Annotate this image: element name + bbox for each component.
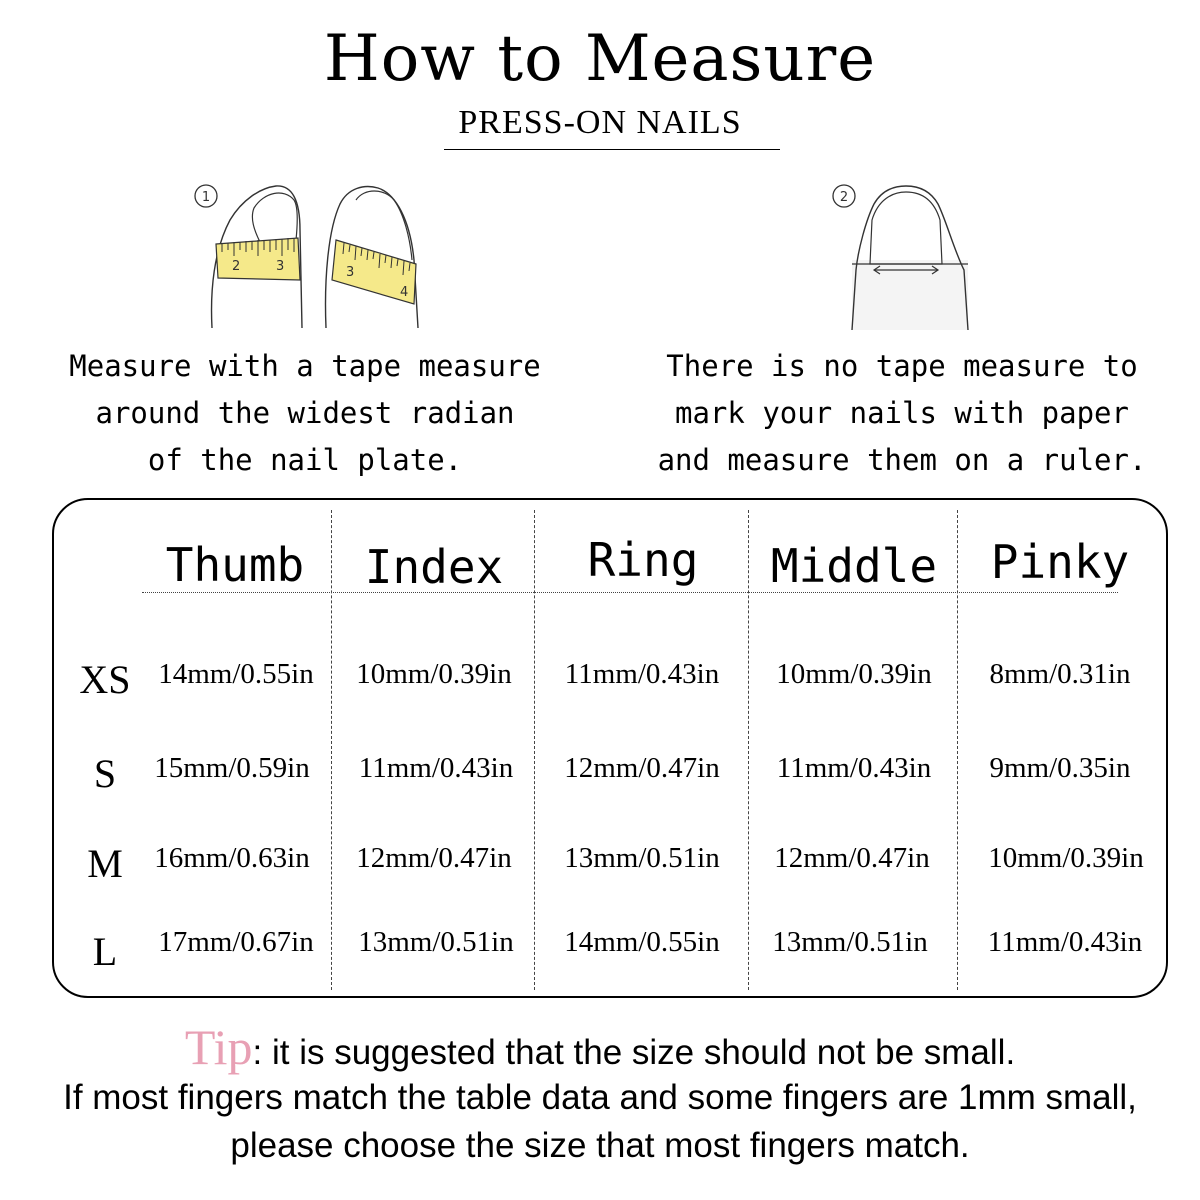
tip-line-2: If most fingers match the table data and some fingers are 1mm small, [63,1078,1137,1117]
step-2-number: 2 [839,190,849,205]
tip-line-3: please choose the size that most fingers match. [230,1126,970,1165]
step-2-number-badge [833,185,855,207]
table-cell: 13mm/0.51in [772,926,928,958]
tape-measure-finger-icon [188,180,448,340]
tip-text-1: : it is suggested that the size should not be small. [252,1033,1016,1072]
table-cell: 12mm/0.47in [774,842,930,874]
table-cell: 13mm/0.51in [358,926,514,958]
step-2-illustration [826,180,986,340]
row-label-m: M [87,841,123,886]
table-cell: 14mm/0.55in [564,926,720,958]
tip-line-1 [0,1018,1200,1076]
step-2-instructions [622,343,1182,484]
table-cell: 9mm/0.35in [989,752,1131,784]
table-cell: 11mm/0.43in [776,752,932,784]
header-divider [142,592,1118,593]
table-cell: 11mm/0.43in [987,926,1143,958]
tape-mark-2: 2 [232,259,241,274]
column-divider [534,510,535,990]
tape-mark-3b: 3 [346,265,355,280]
column-divider [957,510,958,990]
step-1-instructions [30,343,580,484]
step-1-number: 1 [201,190,211,205]
tape-mark-3: 3 [276,259,285,274]
step-1-number-badge [195,185,217,207]
table-cell: 13mm/0.51in [564,842,720,874]
table-cell: 8mm/0.31in [989,658,1131,690]
tape-mark-4: 4 [400,285,409,300]
paper-ruler-finger-icon [826,180,986,340]
table-cell: 12mm/0.47in [564,752,720,784]
table-cell: 11mm/0.43in [358,752,514,784]
table-cell: 10mm/0.39in [356,658,512,690]
column-header-ring: Ring [587,533,699,587]
table-cell: 17mm/0.67in [158,926,314,958]
step-2-line-1: There is no tape measure to [666,349,1138,383]
step-1-line-3: of the nail plate. [147,443,463,477]
column-divider [748,510,749,990]
table-cell: 10mm/0.39in [988,842,1144,874]
column-header-index: Index [364,540,504,594]
subtitle-underline [444,149,780,150]
table-cell: 10mm/0.39in [776,658,932,690]
step-1-line-2: around the widest radian [95,396,515,430]
step-1-line-1: Measure with a tape measure [69,349,541,383]
column-divider [331,510,332,990]
table-cell: 11mm/0.43in [564,658,720,690]
row-label-s: S [93,751,117,796]
step-2-line-2: mark your nails with paper [675,396,1129,430]
table-cell: 15mm/0.59in [154,752,310,784]
row-label-l: L [92,929,118,974]
row-label-xs: XS [79,657,131,702]
table-cell: 12mm/0.47in [356,842,512,874]
table-cell: 14mm/0.55in [158,658,314,690]
column-header-pinky: Pinky [990,535,1130,589]
step-2-line-3: and measure them on a ruler. [657,443,1147,477]
page-title: How to Measure [323,22,877,96]
tip-label: Tip [184,1019,253,1075]
column-header-middle: Middle [770,539,938,593]
table-cell: 16mm/0.63in [154,842,310,874]
column-header-thumb: Thumb [165,538,305,592]
step-1-illustration [188,180,448,340]
page-subtitle: PRESS-ON NAILS [458,104,742,141]
